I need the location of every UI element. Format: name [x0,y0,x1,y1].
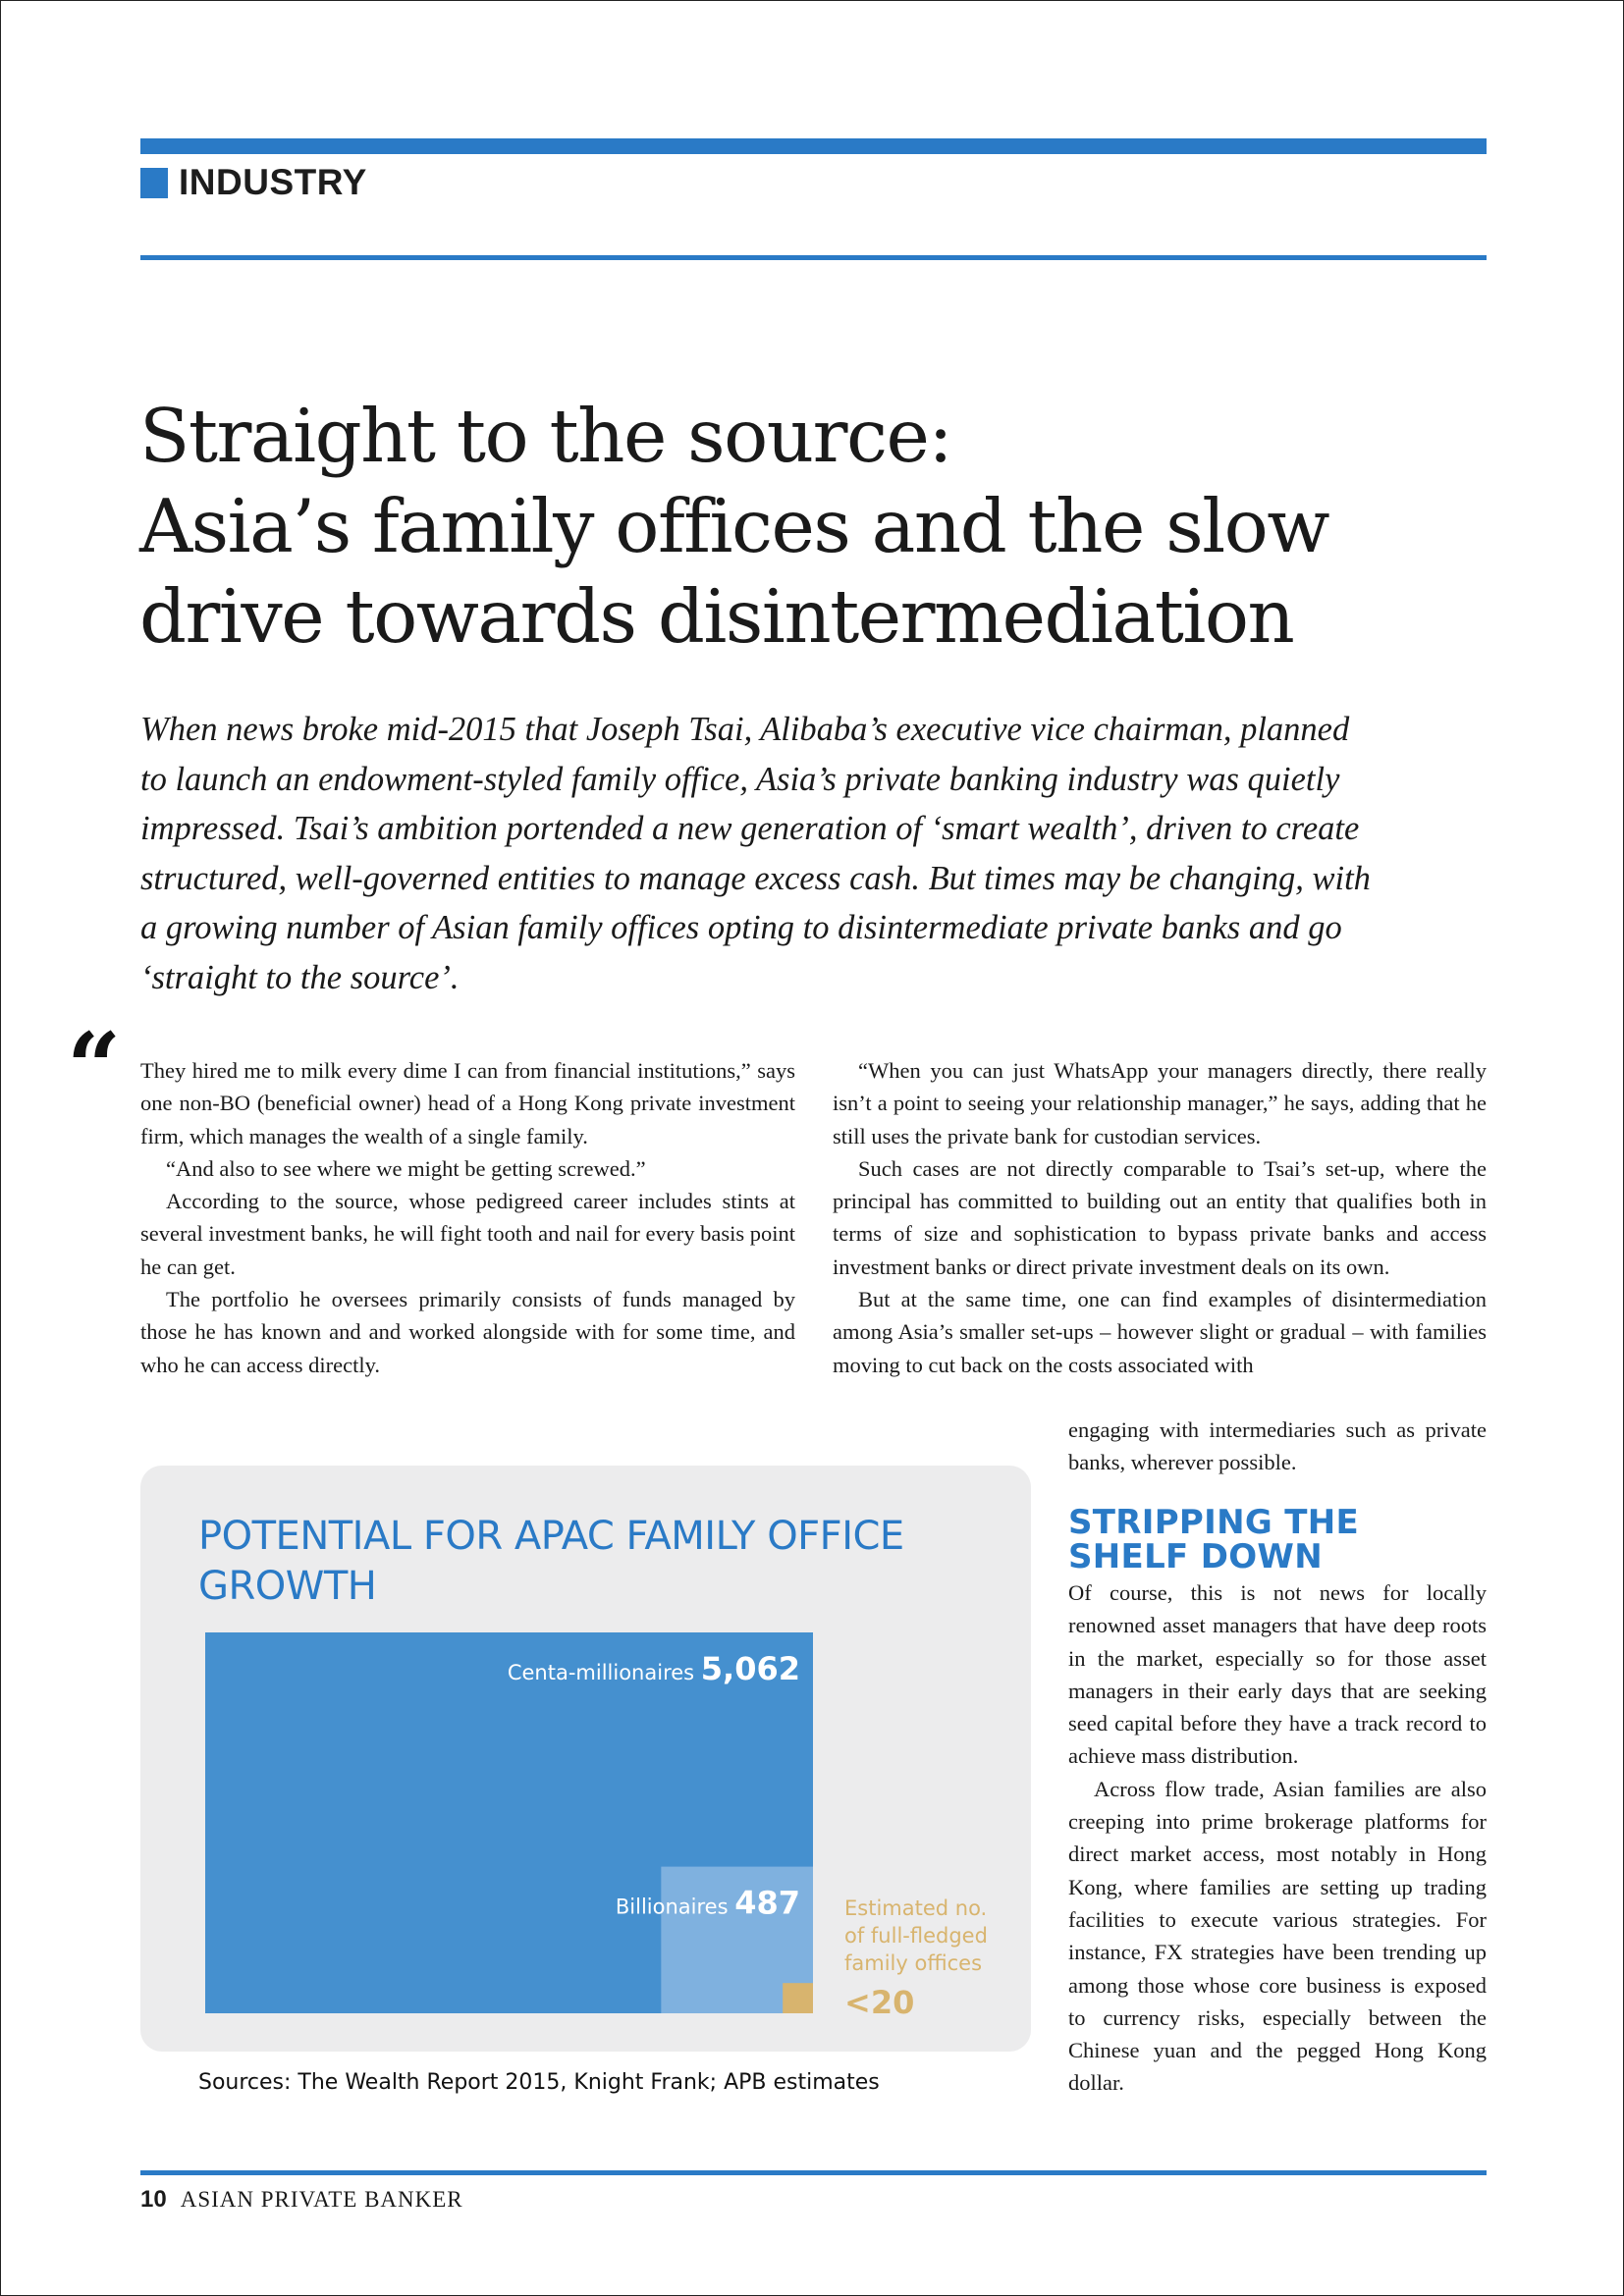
series-value: 487 [734,1884,800,1922]
subheading-line: STRIPPING THE [1068,1503,1359,1542]
pull-quote-mark: “ [67,1012,122,1123]
body-paragraph: Such cases are not directly comparable to Tsai’s set-up, where the principal has committed to building out an entity that qualifies both in terms of size and sophistication to bypass private banks and access investment banks or direct private investment deals on its own. [833,1155,1487,1279]
subheading-line: SHELF DOWN [1068,1537,1323,1576]
standfirst-line: ‘straight to the source’. [140,958,460,996]
standfirst-line: a growing number of Asian family offices opting to disintermediate private banks and go [140,909,1342,946]
page-footer [140,2185,463,2215]
body-paragraph: But at the same time, one can find examples of disintermediation among Asia’s smaller set-ups – however slight or gradual – with families moving to cut back on the costs associated with [833,1287,1487,1377]
body-paragraph: According to the source, whose pedigreed career includes stints at several investment banks, he will fight tooth and nail for every basis point he can get. [140,1189,795,1279]
family-offices-label: family offices [844,1951,983,1975]
body-paragraph: Across flow trade, Asian families are also creeping into prime brokerage platforms for direct market access, most notably in Hong Kong, where families are setting up trading facilities to execute various strategies. For instance, FX strategies have been trending up among those whose core business is exposed to currency risks, especially between the Chinese yuan and the pegged Hong Kong dollar. [1068,1776,1487,2096]
headline-line: Asia’s family offices and the slow [139,483,1329,569]
body-paragraph: They hired me to milk every dime I can from financial institutions,” says one non-BO (beneficial owner) head of a Hong Kong private investment firm, which manages the wealth of a single family. [140,1058,795,1148]
body-paragraph: Of course, this is not news for locally renowned asset managers that have deep roots in the market, especially so for those asset managers in their early days that are seeking seed capital before they have a track record to achieve mass distribution. [1068,1580,1487,1769]
standfirst-line: When news broke mid-2015 that Joseph Tsai, Alibaba’s executive vice chairman, planned [140,711,1350,748]
page-number: 10 [140,2186,167,2213]
headline-line: drive towards disintermediation [139,573,1294,660]
family-offices-block [783,1983,813,2013]
footer-rule [140,2170,1487,2175]
family-offices-label: of full-fledged [844,1924,988,1948]
body-paragraph: The portfolio he oversees primarily consists of funds managed by those he has known and and worked alongside with for some time, and who he can access directly. [140,1287,795,1377]
standfirst-line: to launch an endowment-styled family office, Asia’s private banking industry was quietly [140,760,1340,798]
publication-name: ASIAN PRIVATE BANKER [180,2187,463,2212]
headline-line: Straight to the source: [139,393,952,479]
chart-title-line: POTENTIAL FOR APAC FAMILY OFFICE [198,1514,904,1559]
standfirst-line: impressed. Tsai’s ambition portended a new generation of ‘smart wealth’, driven to create [140,810,1360,847]
family-offices-value: <20 [844,1984,915,2021]
chart-title-line: GROWTH [198,1564,377,1609]
standfirst-line: structured, well-governed entities to manage excess cash. But times may be changing, with [140,859,1371,897]
chart-sources: Sources: The Wealth Report 2015, Knight Frank; APB estimates [198,2070,880,2095]
body-paragraph: engaging with intermediaries such as private banks, wherever possible. [1068,1417,1487,1475]
series-value: 5,062 [700,1650,800,1687]
body-paragraph: “And also to see where we might be getting screwed.” [166,1155,646,1181]
series-name: Centa-millionaires [507,1661,701,1684]
body-paragraph: “When you can just WhatsApp your managers directly, there really isn’t a point to seeing your relationship manager,” he says, adding that he still uses the private bank for custodian services. [833,1058,1487,1148]
section-label: INDUSTRY [179,162,367,202]
series-name: Billionaires [615,1895,735,1919]
family-offices-label: Estimated no. [844,1896,988,1920]
